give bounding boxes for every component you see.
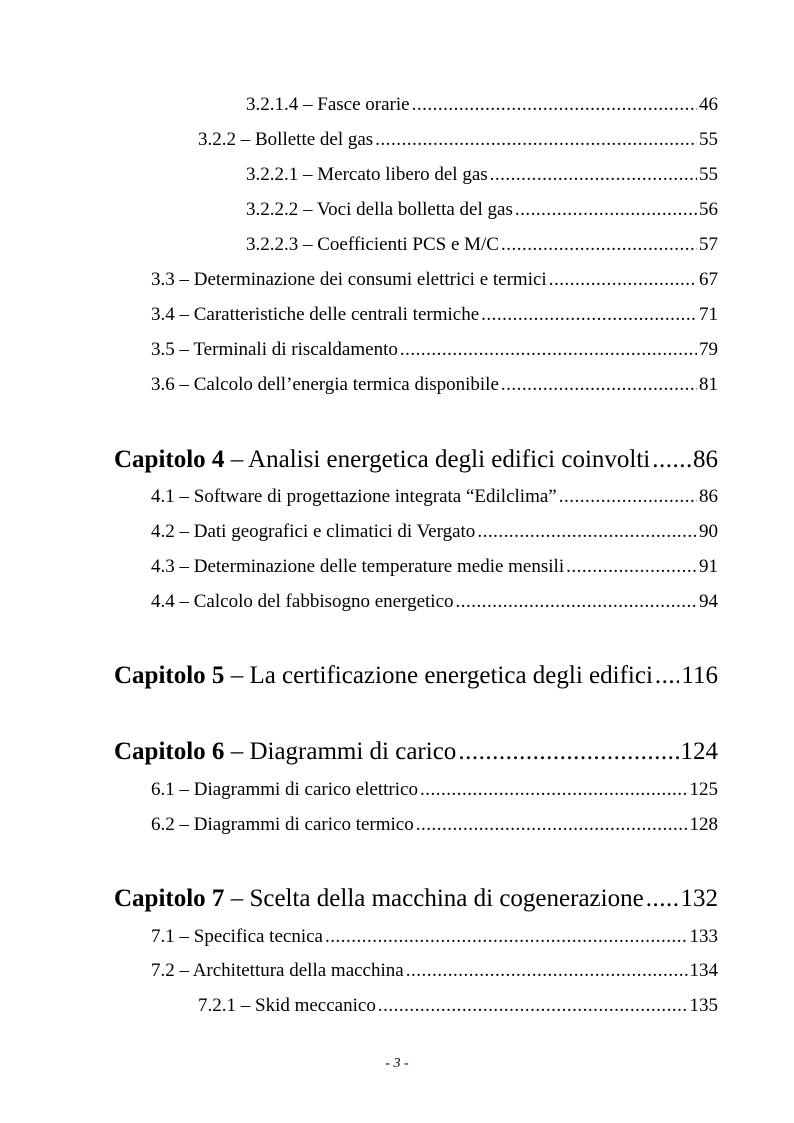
toc-entry-page: 71 — [699, 304, 718, 325]
toc-entry — [151, 269, 718, 291]
toc-leader-dots — [412, 94, 697, 116]
toc-entry-page: 86 — [699, 486, 718, 507]
toc-entry-page: 86 — [693, 446, 718, 473]
toc-entry-page: 94 — [699, 591, 718, 612]
toc-leader-dots — [416, 814, 688, 836]
toc-entry-title: 4.1 – Software di progettazione integrata “Edilclima” — [151, 486, 557, 507]
toc-entry-page: 67 — [699, 269, 718, 290]
toc-leader-dots — [501, 234, 697, 256]
toc-entry-title: 6.2 – Diagrammi di carico termico — [151, 814, 414, 835]
toc-entry — [151, 814, 718, 836]
toc-entry — [151, 926, 718, 948]
chapter-title-text: – Analisi energetica degli edifici coinvolti — [224, 446, 651, 473]
toc-leader-dots — [375, 129, 697, 151]
toc-entry-page: 124 — [680, 738, 718, 765]
toc-entry-title: 3.3 – Determinazione dei consumi elettrici e termici — [151, 269, 547, 290]
toc-chapter-title — [114, 662, 653, 690]
toc-chapter-title — [114, 885, 644, 913]
toc-entry-page: 55 — [699, 164, 718, 185]
toc-entry — [151, 521, 718, 543]
toc-entry — [246, 199, 718, 221]
toc-entry-title: 7.2.1 – Skid meccanico — [198, 995, 376, 1016]
toc-entry-page: 56 — [699, 199, 718, 220]
toc-leader-dots — [325, 926, 688, 948]
chapter-label: Capitolo 5 — [114, 662, 225, 689]
toc-leader-dots — [406, 960, 688, 982]
toc-entry-title: 3.2.2.1 – Mercato libero del gas — [246, 164, 488, 185]
toc-chapter-entry — [114, 738, 718, 766]
chapter-label: Capitolo 7 — [114, 885, 225, 912]
toc-entry — [151, 591, 718, 613]
chapter-title-text: – Diagrammi di carico — [224, 738, 457, 765]
toc-leader-dots — [559, 486, 697, 508]
toc-entry-page: 57 — [699, 234, 718, 255]
toc-entry-title: 3.2.2.3 – Coefficienti PCS e M/C — [246, 234, 499, 255]
toc-entry-page: 46 — [699, 94, 718, 115]
toc-chapter-entry — [114, 885, 718, 913]
toc-entry — [198, 129, 718, 151]
toc-entry — [151, 486, 718, 508]
toc-chapter-entry — [114, 662, 718, 690]
page-number-footer: - 3 - — [385, 1056, 409, 1071]
toc-entry-page: 91 — [699, 556, 718, 577]
toc-entry — [198, 995, 718, 1017]
toc-leader-dots — [515, 199, 697, 221]
chapter-title-text: – Scelta della macchina di cogenerazione — [224, 885, 644, 912]
toc-entry-title: 3.2.2 – Bollette del gas — [198, 129, 374, 150]
toc-entry-page: 55 — [699, 129, 718, 150]
toc-entry-title: 3.2.2.2 – Voci della bolletta del gas — [246, 199, 513, 220]
toc-entry-page: 125 — [689, 779, 718, 800]
toc-entry — [246, 94, 718, 116]
toc-entry — [151, 304, 718, 326]
chapter-label: Capitolo 4 — [114, 446, 225, 473]
toc-leader-dots — [566, 556, 697, 578]
toc-entry — [151, 779, 718, 801]
toc-leader-dots — [420, 779, 688, 801]
toc-leader-dots — [549, 269, 697, 291]
toc-leader-dots — [477, 521, 697, 543]
toc-leader-dots — [646, 885, 679, 913]
toc-entry-title: 6.1 – Diagrammi di carico elettrico — [151, 779, 418, 800]
toc-entry — [246, 234, 718, 256]
chapter-title-text: – La certificazione energetica degli edifici — [224, 662, 653, 689]
toc-chapter-title — [114, 446, 650, 474]
toc-entry — [246, 164, 718, 186]
toc-entry-title: 3.4 – Caratteristiche delle centrali termiche — [151, 304, 480, 325]
chapter-label: Capitolo 6 — [114, 738, 225, 765]
toc-leader-dots — [400, 339, 697, 361]
toc-chapter-entry — [114, 446, 718, 474]
toc-entry-page: 133 — [689, 926, 718, 947]
toc-entry-title: 3.5 – Terminali di riscaldamento — [151, 339, 398, 360]
toc-entry-page: 90 — [699, 521, 718, 542]
toc-entry-page: 79 — [699, 339, 718, 360]
toc-entry-title: 3.6 – Calcolo dell’energia termica disponibile — [151, 374, 499, 395]
toc-leader-dots — [501, 374, 697, 396]
toc-entry-title: 3.2.1.4 – Fasce orarie — [246, 94, 410, 115]
toc-leader-dots — [655, 662, 680, 690]
toc-leader-dots — [456, 591, 697, 613]
toc-leader-dots — [490, 164, 697, 186]
toc-entry-page: 135 — [689, 995, 718, 1016]
toc-entry-title: 4.3 – Determinazione delle temperature medie mensili — [151, 556, 565, 577]
toc-entry — [151, 556, 718, 578]
toc-entry — [151, 339, 718, 361]
toc-entry-title: 4.4 – Calcolo del fabbisogno energetico — [151, 591, 454, 612]
toc-entry-title: 7.2 – Architettura della macchina — [151, 960, 404, 981]
toc-leader-dots — [458, 738, 678, 766]
toc-leader-dots — [378, 995, 688, 1017]
toc-entry-page: 132 — [680, 885, 718, 912]
toc-entry-page: 81 — [699, 374, 718, 395]
toc-entry-page: 116 — [681, 662, 718, 689]
toc-entry — [151, 374, 718, 396]
toc-leader-dots — [652, 446, 691, 474]
toc-entry-title: 7.1 – Specifica tecnica — [151, 926, 323, 947]
toc-entry — [151, 960, 718, 982]
toc-leader-dots — [481, 304, 697, 326]
toc-entry-page: 134 — [689, 960, 718, 981]
toc-entry-page: 128 — [689, 814, 718, 835]
toc-entry-title: 4.2 – Dati geografici e climatici di Vergato — [151, 521, 476, 542]
toc-chapter-title — [114, 738, 456, 766]
